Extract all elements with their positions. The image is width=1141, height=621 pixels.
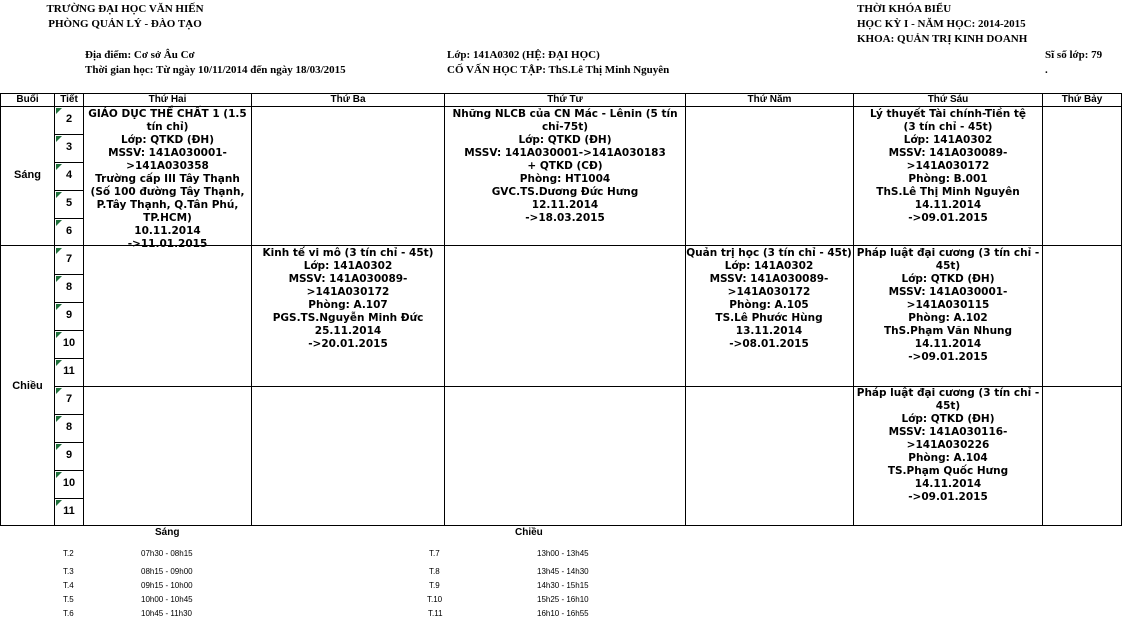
period-time: 10h45 - 11h30: [141, 609, 193, 618]
note-marker-icon: [56, 248, 62, 254]
department-name: PHÒNG QUẢN LÝ - ĐÀO TẠO: [48, 18, 202, 30]
period-number: 9: [65, 449, 73, 461]
footer-afternoon-heading: Chiều: [515, 527, 543, 538]
period-number: 2: [65, 113, 73, 125]
note-marker-icon: [56, 108, 62, 114]
period-number: 10: [62, 337, 76, 349]
period-time: 08h15 - 09h00: [141, 567, 193, 576]
period-number: 6: [65, 225, 73, 237]
note-marker-icon: [56, 416, 62, 422]
class-block-friday-afternoon-2[interactable]: Pháp luật đại cương (3 tín chỉ - 45t) Lớp: QTKD (ĐH) MSSV: 141A030116->141A030226 Phòng: A.104 TS.Phạm Quốc Hưng 14.11.2014 ->09.01.2015: [856, 387, 1040, 503]
note-marker-icon: [56, 192, 62, 198]
header-period: Tiết: [60, 94, 78, 105]
period-number: 3: [65, 141, 73, 153]
period-code: T.2: [63, 549, 74, 558]
period-number: 7: [65, 393, 73, 405]
footer-morning-heading: Sáng: [155, 527, 180, 538]
note-marker-icon: [56, 304, 62, 310]
class-block-monday-morning[interactable]: GIÁO DỤC THỂ CHẤT 1 (1.5 tín chỉ) Lớp: QTKD (ĐH) MSSV: 141A030001- >141A030358 Trường cấp III Tây Thạnh (Số 100 đường Tây Thạnh, P.Tây Thạnh, Q.Tân Phú, TP.HCM) 10.11.2014 ->11.01.2015: [88, 108, 247, 250]
note-marker-icon: [56, 164, 62, 170]
document-title: THỜI KHÓA BIỂU: [857, 3, 952, 15]
class-size: Sĩ số lớp: 79: [1045, 49, 1103, 61]
period-time: 13h45 - 14h30: [537, 567, 589, 576]
study-period-info: Thời gian học: Từ ngày 10/11/2014 đến ngày 18/03/2015: [85, 64, 346, 76]
note-marker-icon: [56, 276, 62, 282]
period-number: 8: [65, 421, 73, 433]
class-block-wednesday-morning[interactable]: Những NLCB của CN Mác - Lênin (5 tín chỉ-75t) Lớp: QTKD (ĐH) MSSV: 141A030001->141A030183 + QTKD (CĐ) Phòng: HT1004 GVC.TS.Dương Đức Hưng 12.11.2014 ->18.03.2015: [452, 108, 678, 224]
period-number: 5: [65, 197, 73, 209]
period-time: 13h00 - 13h45: [537, 549, 589, 558]
period-number: 11: [63, 365, 75, 377]
header-saturday: Thứ Bảy: [1061, 94, 1103, 105]
location-info: Địa điểm: Cơ sở Âu Cơ: [85, 49, 195, 61]
period-code: T.7: [429, 549, 440, 558]
period-code: T.4: [63, 581, 74, 590]
header-tuesday: Thứ Ba: [330, 94, 366, 105]
period-number: 8: [65, 281, 73, 293]
period-number: 4: [65, 169, 73, 181]
period-time: 07h30 - 08h15: [141, 549, 193, 558]
header-session: Buổi: [16, 94, 39, 105]
session-morning: Sáng: [14, 169, 41, 181]
period-number: 9: [65, 309, 73, 321]
header-wednesday: Thứ Tư: [547, 94, 583, 105]
period-number: 10: [62, 477, 76, 489]
note-marker-icon: [56, 220, 62, 226]
period-time: 10h00 - 10h45: [141, 595, 193, 604]
advisor-info: CỐ VẤN HỌC TẬP: ThS.Lê Thị Minh Nguyên: [447, 64, 670, 76]
period-number: 11: [63, 505, 75, 517]
period-code: T.6: [63, 609, 74, 618]
period-code: T.11: [428, 609, 443, 618]
period-time: 14h30 - 15h15: [537, 581, 589, 590]
period-code: T.5: [63, 595, 74, 604]
class-info: Lớp: 141A0302 (HỆ: ĐẠI HỌC): [447, 49, 600, 61]
note-marker-icon: [56, 360, 62, 366]
header-thursday: Thứ Năm: [747, 94, 792, 105]
session-afternoon: Chiều: [12, 380, 43, 392]
period-time: 09h15 - 10h00: [141, 581, 193, 590]
header-friday: Thứ Sáu: [927, 94, 969, 105]
note-marker-icon: [56, 136, 62, 142]
period-code: T.9: [429, 581, 440, 590]
note-marker-icon: [56, 388, 62, 394]
note-marker-icon: [56, 444, 62, 450]
class-block-friday-afternoon-1[interactable]: Pháp luật đại cương (3 tín chỉ - 45t) Lớp: QTKD (ĐH) MSSV: 141A030001->141A030115 Phòng: A.102 ThS.Phạm Văn Nhung 14.11.2014 ->09.01.2015: [856, 247, 1040, 363]
note-marker-icon: [56, 332, 62, 338]
class-block-thursday-afternoon[interactable]: Quản trị học (3 tín chỉ - 45t) Lớp: 141A0302 MSSV: 141A030089- >141A030172 Phòng: A.105 TS.Lê Phước Hùng 13.11.2014 ->08.01.2015: [686, 247, 852, 350]
period-code: T.8: [429, 567, 440, 576]
class-block-friday-morning[interactable]: Lý thuyết Tài chính-Tiền tệ (3 tín chỉ - 45t) Lớp: 141A0302 MSSV: 141A030089- >141A030172 Phòng: B.001 ThS.Lê Thị Minh Nguyên 14.11.2014 ->09.01.2015: [870, 108, 1026, 224]
semester-info: HỌC KỲ I - NĂM HỌC: 2014-2015: [857, 18, 1026, 30]
period-number: 7: [65, 253, 73, 265]
period-time: 16h10 - 16h55: [537, 609, 589, 618]
note-marker-icon: [56, 472, 62, 478]
class-block-tuesday-afternoon[interactable]: Kinh tế vi mô (3 tín chỉ - 45t) Lớp: 141A0302 MSSV: 141A030089->141A030172 Phòng: A.107 PGS.TS.Nguyễn Minh Đức 25.11.2014 ->20.01.2015: [262, 247, 434, 350]
period-code: T.10: [427, 595, 443, 604]
school-name: TRƯỜNG ĐẠI HỌC VĂN HIẾN: [46, 3, 204, 15]
period-code: T.3: [63, 567, 74, 576]
header-monday: Thứ Hai: [148, 94, 187, 105]
dot-mark: .: [1045, 64, 1048, 76]
note-marker-icon: [56, 500, 62, 506]
faculty-info: KHOA: QUẢN TRỊ KINH DOANH: [857, 33, 1028, 45]
period-time: 15h25 - 16h10: [537, 595, 589, 604]
